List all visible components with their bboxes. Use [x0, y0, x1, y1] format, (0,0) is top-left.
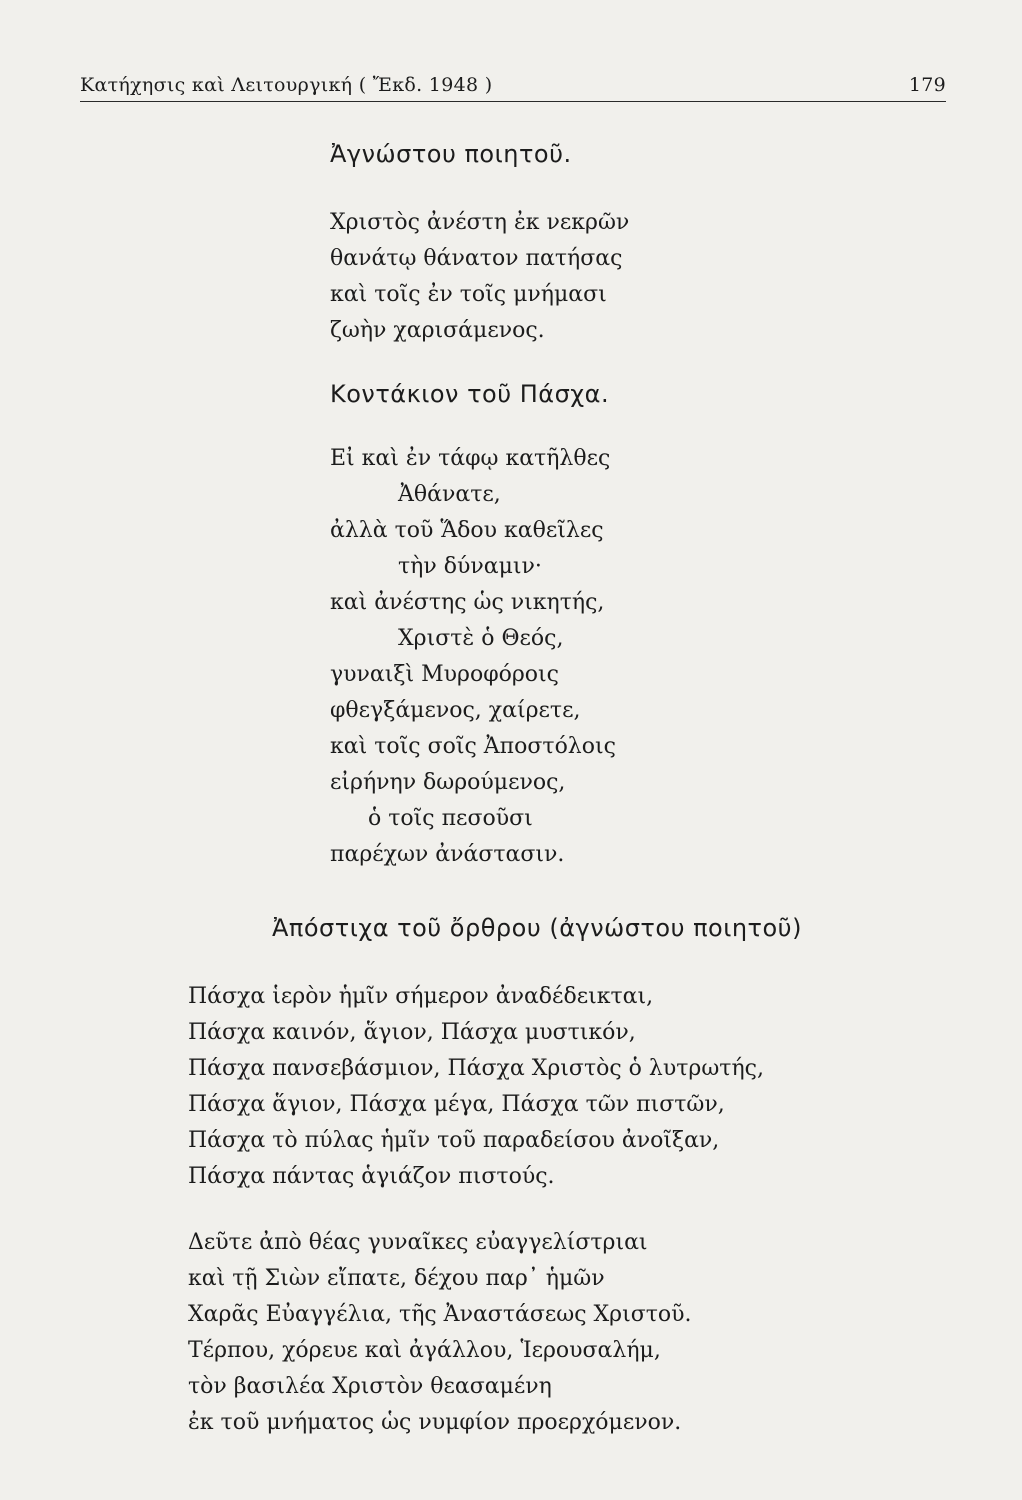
verse-line: τὴν δύναμιν· [398, 554, 542, 579]
verse-line: Χριστὲ ὁ Θεός, [398, 626, 564, 651]
verse-line: Εἰ καὶ ἐν τάφῳ κατῆλθες [330, 446, 611, 471]
verse-line: Πάσχα ἱερὸν ἡμῖν σήμερον ἀναδέδεικται, [188, 984, 654, 1009]
verse-line: καὶ τοῖς σοῖς Ἀποστόλοις [330, 734, 616, 759]
verse-line: γυναιξὶ Μυροφόροις [330, 662, 559, 687]
verse-line: Πάσχα πάντας ἁγιάζον πιστούς. [188, 1164, 555, 1189]
verse-line: Πάσχα ἅγιον, Πάσχα μέγα, Πάσχα τῶν πιστῶν, [188, 1092, 725, 1117]
verse-line: παρέχων ἀνάστασιν. [330, 842, 565, 867]
section-heading-kontakion: Κοντάκιον τοῦ Πάσχα. [330, 380, 610, 408]
verse-line: ἀλλὰ τοῦ Ἅδου καθεῖλες [330, 518, 604, 543]
section-heading-aposticha: Ἀπόστιχα τοῦ ὄρθρου (ἀγνώστου ποιητοῦ) [272, 914, 802, 942]
verse-line: καὶ τῇ Σιὼν εἴπατε, δέχου παρ᾽ ἡμῶν [188, 1266, 605, 1291]
verse-line: Δεῦτε ἀπὸ θέας γυναῖκες εὐαγγελίστριαι [188, 1230, 648, 1255]
running-head [80, 74, 946, 96]
verse-line: καὶ τοῖς ἐν τοῖς μνήμασι [330, 282, 607, 307]
verse-line: Πάσχα καινόν, ἅγιον, Πάσχα μυστικόν, [188, 1020, 636, 1045]
header-rule [80, 101, 946, 102]
verse-line: ἐκ τοῦ μνήματος ὡς νυμφίον προερχόμενον. [188, 1410, 682, 1435]
verse-line: Τέρπου, χόρευε καὶ ἀγάλλου, Ἱερουσαλήμ, [188, 1338, 661, 1363]
page-number: 179 [908, 74, 946, 96]
running-title: Κατήχησις καὶ Λειτουργική ( Ἔκδ. 1948 ) [80, 74, 493, 96]
verse-line: τὸν βασιλέα Χριστὸν θεασαμένη [188, 1374, 552, 1399]
verse-line: ζωὴν χαρισάμενος. [330, 318, 545, 343]
verse-line: Ἀθάνατε, [398, 482, 501, 507]
verse-line: καὶ ἀνέστης ὡς νικητής, [330, 590, 605, 615]
verse-line: Χριστὸς ἀνέστη ἐκ νεκρῶν [330, 210, 630, 235]
verse-line: Πάσχα πανσεβάσμιον, Πάσχα Χριστὸς ὁ λυτρωτής, [188, 1056, 764, 1081]
section-heading-unknown-poet: Ἀγνώστου ποιητοῦ. [330, 140, 572, 168]
verse-line: ὁ τοῖς πεσοῦσι [368, 806, 533, 831]
verse-line: εἰρήνην δωρούμενος, [330, 770, 566, 795]
verse-line: Χαρᾶς Εὐαγγέλια, τῆς Ἀναστάσεως Χριστοῦ. [188, 1302, 692, 1327]
verse-line: Πάσχα τὸ πύλας ἡμῖν τοῦ παραδείσου ἀνοῖξαν, [188, 1128, 720, 1153]
verse-line: θανάτῳ θάνατον πατήσας [330, 246, 623, 271]
verse-line: φθεγξάμενος, χαίρετε, [330, 698, 581, 723]
